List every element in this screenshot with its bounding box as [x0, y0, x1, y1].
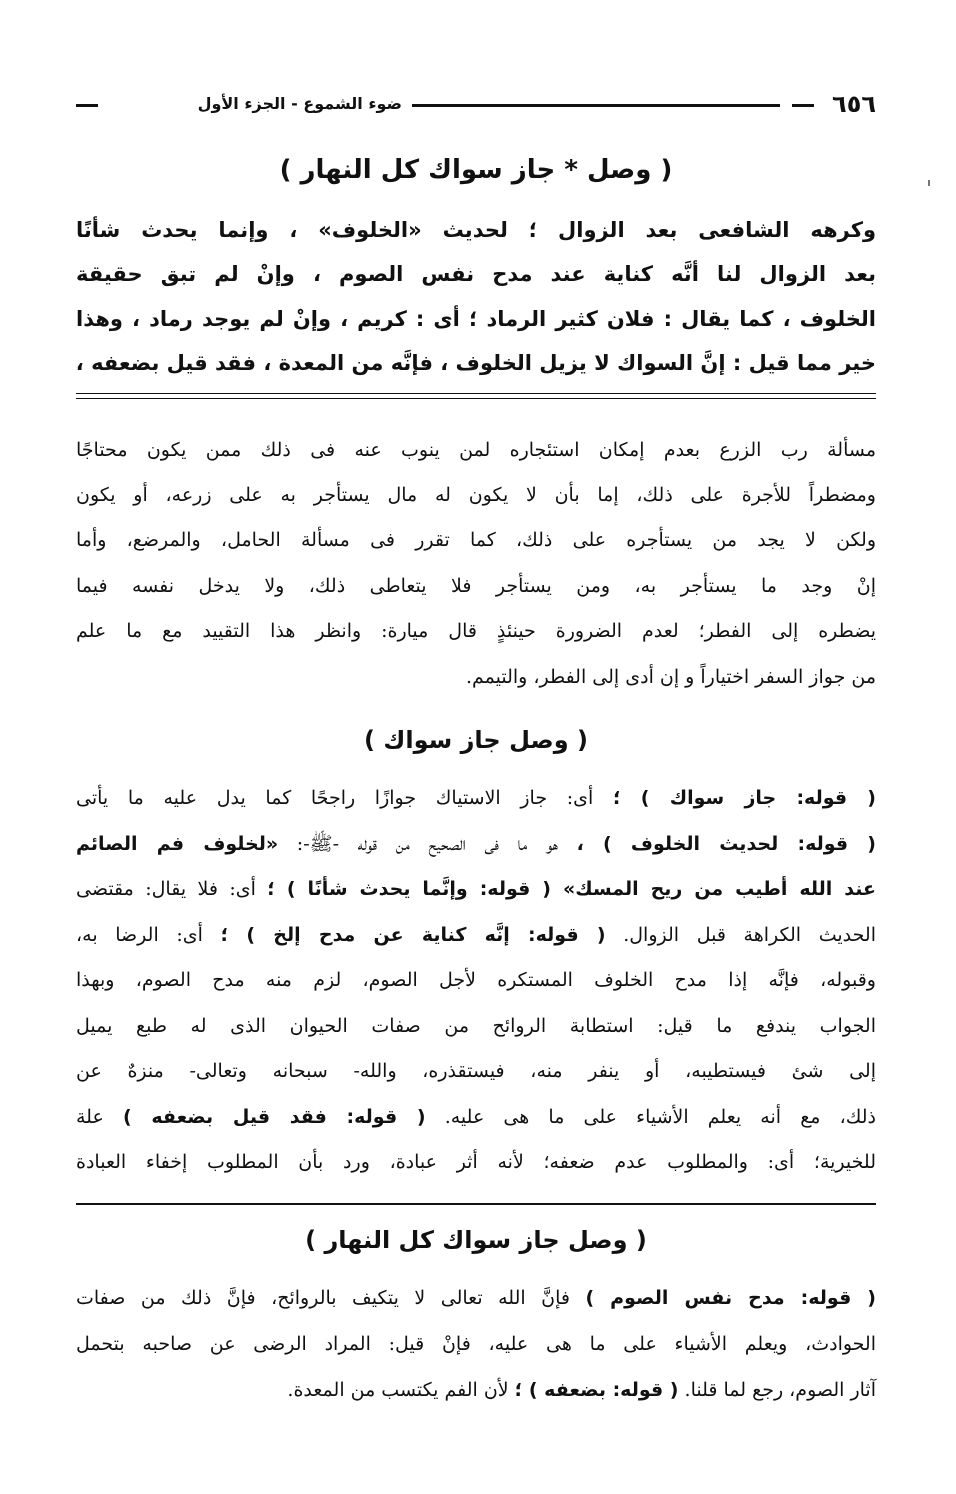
running-header [76, 90, 876, 120]
commentary-line [76, 913, 876, 957]
commentary-line: ومضطراً للأجرة على ذلك، إما بأن لا يكون له مال يستأجر به على زرعه، أو يكون [76, 484, 876, 506]
quote-term: عند الله أطيب من ريح المسك» ( قوله: وإنَّما يحدث شأنًا ) ؛ [267, 878, 876, 900]
quote-term: ( قوله: بضعفه ) ؛ [514, 1379, 679, 1401]
section-divider [76, 1203, 876, 1205]
quote-term: ( قوله: لحديث الخلوف ) ، [576, 833, 876, 855]
quote-term: ( قوله: إنَّه كناية عن مدح إلخ ) ؛ [220, 924, 606, 946]
commentary-line [76, 1276, 876, 1320]
commentary-text: هو ما فى الصحيح من قوله -ﷺ-: [278, 833, 577, 855]
header-rule [792, 104, 814, 107]
commentary-text: آثار الصوم، رجع لما قلنا. [678, 1379, 876, 1401]
commentary-text: لأن الفم يكتسب من المعدة. [287, 1379, 515, 1401]
main-text-line: بعد الزوال لنا أنَّه كناية عند مدح نفس الصوم ، وإنْ لم تبق حقيقة [76, 262, 876, 286]
quote-term: ( قوله: مدح نفس الصوم ) [585, 1287, 876, 1309]
commentary-line: إنْ وجد ما يستأجر به، ومن يستأجر فلا يتعاطى ذلك، ولا يدخل نفسه فيما [76, 575, 876, 597]
section-heading: ( وصل * جاز سواك كل النهار ) [279, 155, 673, 185]
commentary-line: الحوادث، ويعلم الأشياء على ما هى عليه، فإنْ قيل: المراد الرضى عن صاحبه بتحمل [76, 1333, 876, 1355]
main-text-line: الخلوف ، كما يقال : فلان كثير الرماد ؛ أى : كريم ، وإنْ لم يوجد رماد ، وهذا [76, 307, 876, 331]
double-rule-divider [76, 393, 876, 399]
header-rule [76, 104, 98, 107]
commentary-text: أى: فلا يقال: مقتضى [76, 878, 268, 900]
main-text-line: خير مما قيل : إنَّ السواك لا يزيل الخلوف ، فإنَّه من المعدة ، فقد قيل بضعفه ، [75, 351, 876, 375]
commentary-line: الجواب يندفع ما قيل: استطابة الروائح من صفات الحيوان الذى له طبع يميل [76, 1015, 876, 1037]
hadith-quote: «لخلوف فم الصائم [76, 833, 279, 855]
page-number: ٦٥٦ [832, 90, 876, 118]
main-text-line: وكرهه الشافعى بعد الزوال ؛ لحديث «الخلوف» ، وإنما يحدث شأنًا [76, 218, 876, 242]
header-rule [412, 104, 780, 107]
commentary-line: وقبوله، فإنَّه إذا مدح الخلوف المستكره لأجل الصوم، لزم منه مدح الصوم، وبهذا [76, 969, 876, 991]
commentary-text: أى: جاز الاستياك جوازًا راجحًا كما يدل عليه ما يأتى [76, 787, 613, 809]
commentary-line [76, 776, 876, 820]
commentary-text: فإنَّ الله تعالى لا يتكيف بالروائح، فإنَّ ذلك من صفات [76, 1287, 586, 1309]
commentary-line: يضطره إلى الفطر؛ لعدم الضرورة حينئذٍ قال ميارة: وانظر هذا التقييد مع ما علم [76, 620, 876, 642]
quote-term: ( قوله: فقد قيل بضعفه ) [122, 1106, 426, 1128]
quote-term: ( قوله: جاز سواك ) ؛ [612, 787, 876, 809]
commentary-line [76, 822, 876, 866]
commentary-text: ذلك، مع أنه يعلم الأشياء على ما هى عليه. [425, 1106, 877, 1128]
commentary-line [76, 1095, 876, 1139]
section-heading: ( وصل جاز سواك ) [364, 726, 588, 754]
commentary-text: أى: الرضا به، [76, 924, 221, 946]
commentary-line: ولكن لا يجد من يستأجره على ذلك، كما تقرر فى مسألة الحامل، والمرضع، وأما [76, 529, 876, 551]
margin-mark [928, 180, 930, 186]
commentary-text: الحديث الكراهة قبل الزوال. [605, 924, 876, 946]
commentary-line: للخيرية؛ أى: والمطلوب عدم ضعفه؛ لأنه أثر عبادة، ورد بأن المطلوب إخفاء العبادة [76, 1151, 876, 1173]
commentary-line: إلى شئ فيستطيبه، أو ينفر منه، فيستقذره، والله- سبحانه وتعالى- منزهٌ عن [76, 1060, 876, 1082]
commentary-line [76, 1368, 876, 1412]
commentary-line [76, 867, 876, 911]
book-title: ضوء الشموع - الجزء الأول [197, 94, 402, 113]
section-heading: ( وصل جاز سواك كل النهار ) [305, 1226, 647, 1254]
commentary-line: مسألة رب الزرع بعدم إمكان استئجاره لمن ينوب عنه فى ذلك ممن يكون محتاجًا [76, 439, 876, 461]
commentary-text: علة [76, 1106, 123, 1128]
commentary-line: من جواز السفر اختياراً و إن أدى إلى الفطر، والتيمم. [465, 666, 876, 688]
